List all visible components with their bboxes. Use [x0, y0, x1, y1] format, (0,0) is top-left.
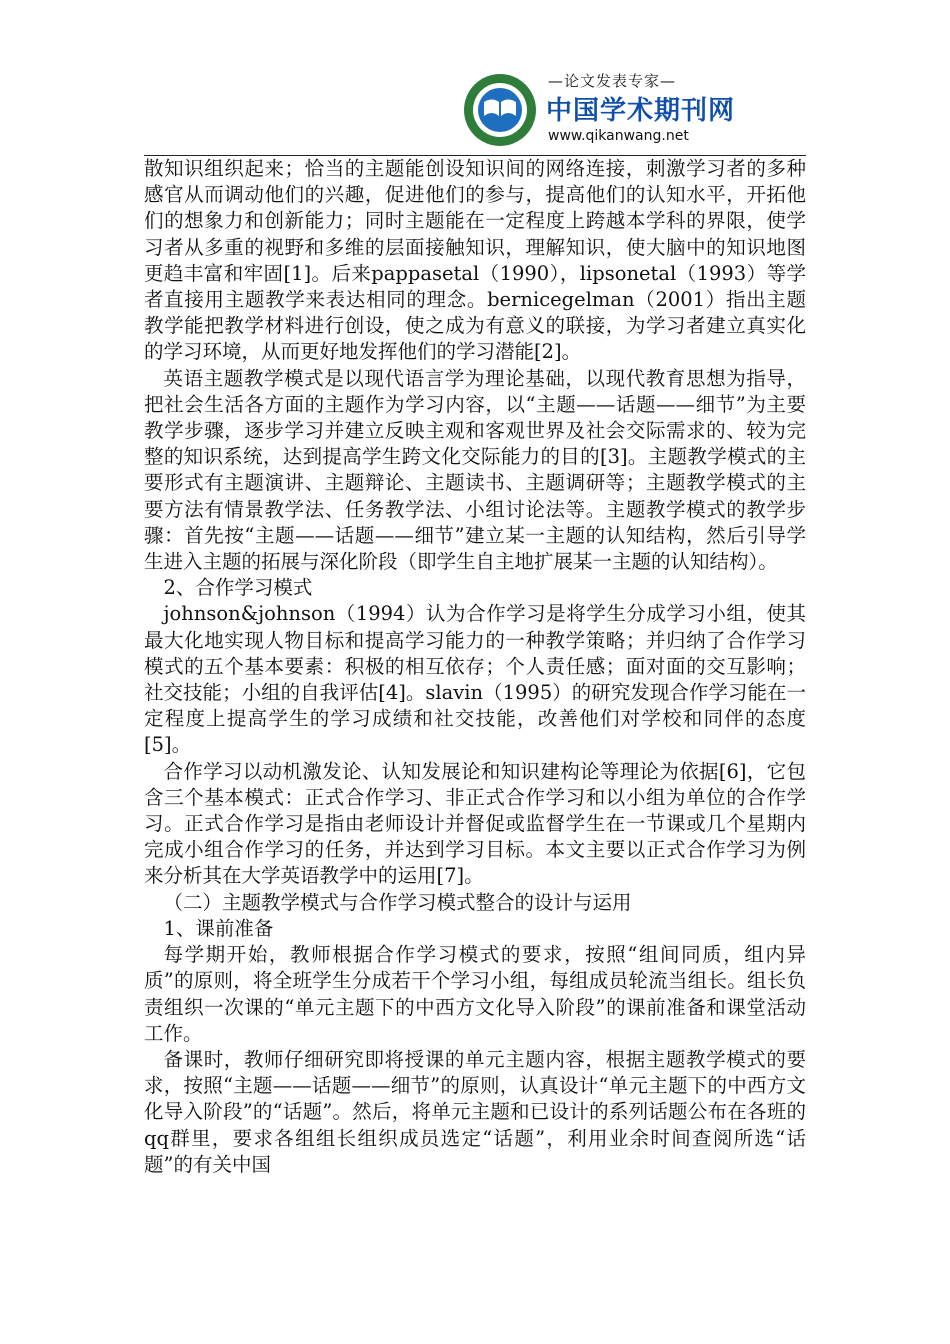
logo-badge-icon — [462, 72, 538, 148]
header-brand: 中国学术期刊网 — [546, 96, 736, 126]
paragraph: 备课时，教师仔细研究即将授课的单元主题内容，根据主题教学模式的要求，按照“主题——话题——细节”的原则，认真设计“单元主题下的中西方文化导入阶段”的“话题”。然后，将单元主题和已设计的系列话题公布在各班的qq群里，要求各组组长组织成员选定“话题”，利用业余时间查阅所选“话题”的有关中国 — [144, 1047, 806, 1176]
article-body — [144, 156, 806, 1178]
section-heading: 2、合作学习模式 — [163, 576, 313, 600]
paragraph: johnson&johnson（1994）认为合作学习是将学生分成学习小组，使其最大化地实现人物目标和提高学习能力的一种教学策略；并归纳了合作学习模式的五个基本要素：积极的相互依存；个人责任感；面对面的交互影响；社交技能；小组的自我评估[4]。slavin（1995）的研究发现合作学习能在一定程度上提高学生的学习成绩和社交技能，改善他们对学校和同伴的态度[5]。 — [144, 602, 806, 757]
paragraph: 英语主题教学模式是以现代语言学为理论基础，以现代教育思想为指导，把社会生活各方面的主题作为学习内容，以“主题——话题——细节”为主要教学步骤，逐步学习并建立反映主观和客观世界及社会交际需求的、较为完整的知识系统，达到提高学生跨文化交际能力的目的[3]。主题教学模式的主要形式有主题演讲、主题辩论、主题读书、主题调研等；主题教学模式的主要方法有情景教学法、任务教学法、小组讨论法等。主题教学模式的教学步骤：首先按“主题——话题——细节”建立某一主题的认知结构，然后引导学生进入主题的拓展与深化阶段（即学生自主地扩展某一主题的认知结构）。 — [144, 366, 806, 574]
paragraph: 散知识组织起来；恰当的主题能创设知识间的网络连接，刺激学习者的多种感官从而调动他们的兴趣，促进他们的参与，提高他们的认知水平，开拓他们的想象力和创新能力；同时主题能在一定程度上跨越本学科的界限，使学习者从多重的视野和多维的层面接触知识，理解知识，使大脑中的知识地图更趋丰富和牢固[1]。后来pappasetal（1990），lipsonetal（1993）等学者直接用主题教学来表达相同的理念。bernicegelman（2001）指出主题教学能把教学材料进行创设，使之成为有意义的联接，为学习者建立真实化的学习环境，从而更好地发挥他们的学习潜能[2]。 — [144, 157, 806, 364]
paragraph: 合作学习以动机激发论、认知发展论和知识建构论等理论为依据[6]，它包含三个基本模式：正式合作学习、非正式合作学习和以小组为单位的合作学习。正式合作学习是指由老师设计并督促或监督学生在一节课或几个星期内完成小组合作学习的任务，并达到学习目标。本文主要以正式合作学习为例来分析其在大学英语教学中的运用[7]。 — [144, 759, 806, 888]
site-header — [462, 68, 802, 156]
section-heading: 1、课前准备 — [163, 916, 274, 940]
header-slogan: —论文发表专家— — [548, 72, 677, 90]
paragraph: 每学期开始，教师根据合作学习模式的要求，按照“组间同质，组内异质”的原则，将全班学生分成若干个学习小组，每组成员轮流当组长。组长负责组织一次课的“单元主题下的中西方文化导入阶段”的课前准备和课堂活动工作。 — [144, 943, 806, 1045]
header-url: www.qikanwang.net — [548, 128, 689, 144]
section-heading: （二）主题教学模式与合作学习模式整合的设计与运用 — [163, 890, 632, 914]
